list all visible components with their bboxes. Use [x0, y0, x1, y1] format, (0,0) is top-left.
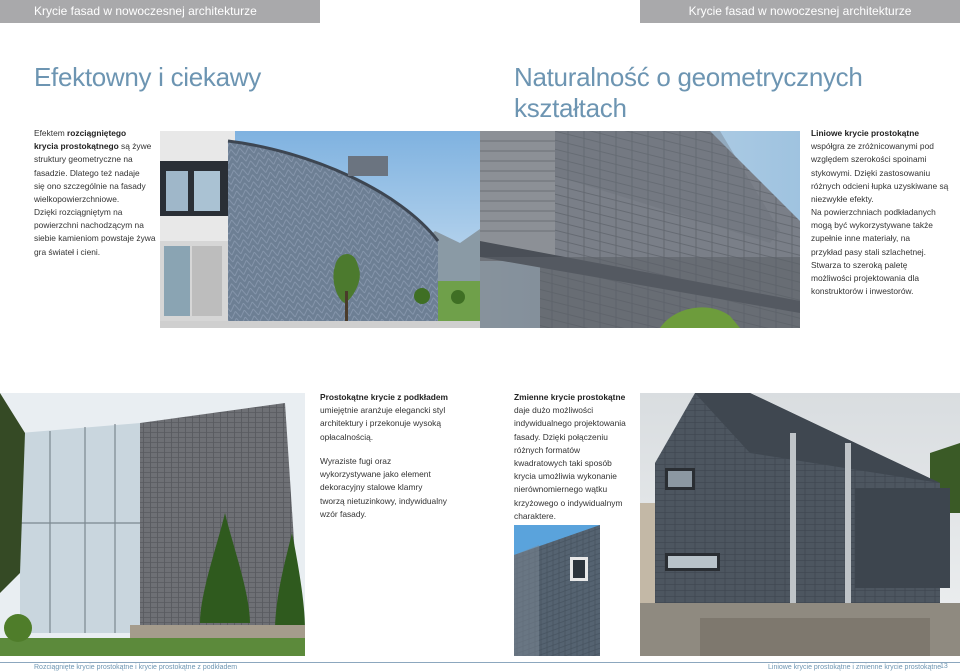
right-text-paragraph-2: Na powierzchniach podkładanych mogą być wykorzystywane także zupełnie inne materiały, na przykład pasy stali szlachetnej. Stwarza to szeroką paletę możliwości projektowania dla konstruktorów i inwestorów.	[811, 207, 936, 297]
header-title-right: Krycie fasad w nowoczesnej architekturze	[688, 4, 912, 18]
header-band-right	[640, 0, 960, 23]
left-text-paragraph-2: Dzięki rozciągniętym na powierzchni nachodzącym na siebie kamieniom powstaje żywa gra świateł i cieni.	[34, 207, 156, 257]
middle-text-paragraph-1: Prostokątne krycie z podkładem umiejętnie aranżuje elegancki styl architektury i przekonuje wysoką opłacalnością.	[320, 392, 448, 442]
photo-slate-corner-window	[514, 525, 600, 656]
right-middle-text-paragraph-1: Zmienne krycie prostokątne daje dużo możliwości indywidualnego projektowania fasady. Dzięki połączeniu różnych formatów kwadratowych taki sposób krycia umożliwia wykonanie nierównomiernego wątku krzyżowego o indywidualnym charaktere.	[514, 392, 626, 521]
header-title-left: Krycie fasad w nowoczesnej architekturze	[34, 4, 257, 18]
photo-curved-slate-facade	[160, 131, 480, 328]
photo-glass-slate-building	[0, 393, 305, 656]
footer-right-caption: Liniowe krycie prostokątne i zmienne krycie prostokątne	[768, 664, 942, 671]
header-band-left	[0, 0, 320, 23]
page-number: 13	[940, 663, 948, 670]
photo-gabled-slate-house	[640, 393, 960, 656]
left-text-paragraph-1: Efektem rozciągniętego krycia prostokątnego są żywe struktury geometryczne na fasadzie. Dlatego też nadaje się ono szczególnie na fasady wielkopowierzchniowe.	[34, 128, 152, 205]
headline-left: Efektowny i ciekawy	[34, 62, 261, 92]
photo-linear-slate-facade	[480, 131, 800, 328]
footer-left-caption: Rozciągnięte krycie prostokątne i krycie prostokątne z podkładem	[34, 664, 238, 671]
right-text-paragraph-1: Liniowe krycie prostokątne współgra ze zróżnicowanymi pod względem szerokości spoinami stykowymi. Dzięki zastosowaniu różnych odcieni łupka uzyskiwane są niezwykłe efekty.	[811, 128, 949, 205]
middle-text-paragraph-2: Wyraziste fugi oraz wykorzystywane jako element dekoracyjny stalowe klamry tworzą nietuzinkowy, indywidualny wzór fasady.	[320, 456, 447, 519]
headline-right: Naturalność o geometrycznych kształtach	[514, 62, 863, 123]
